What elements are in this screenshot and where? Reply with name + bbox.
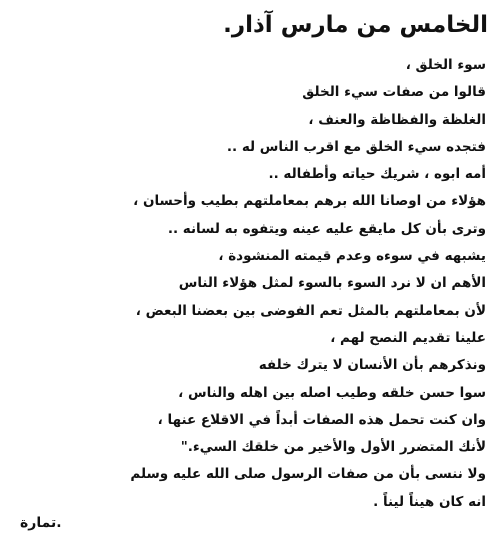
author-signature: .تمارة <box>20 515 62 531</box>
text-line: سوا حسن خلقه وطيب اصله بين اهله والناس ، <box>178 384 486 401</box>
text-line: انه كان هيناً ليناً . <box>373 493 486 510</box>
text-line: وترى بأن كل مايقع عليه عينه ويتفوه به لسانه .. <box>167 220 486 237</box>
text-line: سوء الخلق ، <box>405 57 486 73</box>
text-line: يشبهه في سوءه وعدم قيمته المنشودة ، <box>218 248 486 265</box>
text-line: لأن بمعاملتهم بالمثل تعم الفوضى بين بعضنا البعض ، <box>135 302 486 319</box>
text-line: الغلظة والفظاظة والعنف ، <box>308 111 486 128</box>
text-line: لأنك المتضرر الأول والأخير من خلقك السيء." <box>180 439 486 456</box>
text-line: أمه ابوه ، شريك حياته وأطفاله .. <box>268 166 486 183</box>
text-line: هؤلاء من اوصانا الله برهم بمعاملتهم بطيب وأحسان ، <box>133 193 486 210</box>
page-title: الخامس من مارس آذار. <box>223 12 488 38</box>
text-line: ولا ننسى بأن من صفات الرسول صلى الله عليه وسلم <box>130 466 486 483</box>
text-line: وان كنت تحمل هذه الصفات أبداً في الاقلاع عنها ، <box>157 411 486 428</box>
text-line: الأهم ان لا نرد السوء بالسوء لمثل هؤلاء الناس <box>178 275 486 292</box>
text-line: قالوا من صفات سيء الخلق <box>302 84 486 101</box>
text-line: فتجده سيء الخلق مع اقرب الناس له .. <box>226 138 486 155</box>
body-text <box>14 52 486 516</box>
text-line: علينا تقديم النصح لهم ، <box>330 329 486 346</box>
text-line: ونذكرهم بأن الأنسان لا يترك خلفه <box>258 357 486 374</box>
